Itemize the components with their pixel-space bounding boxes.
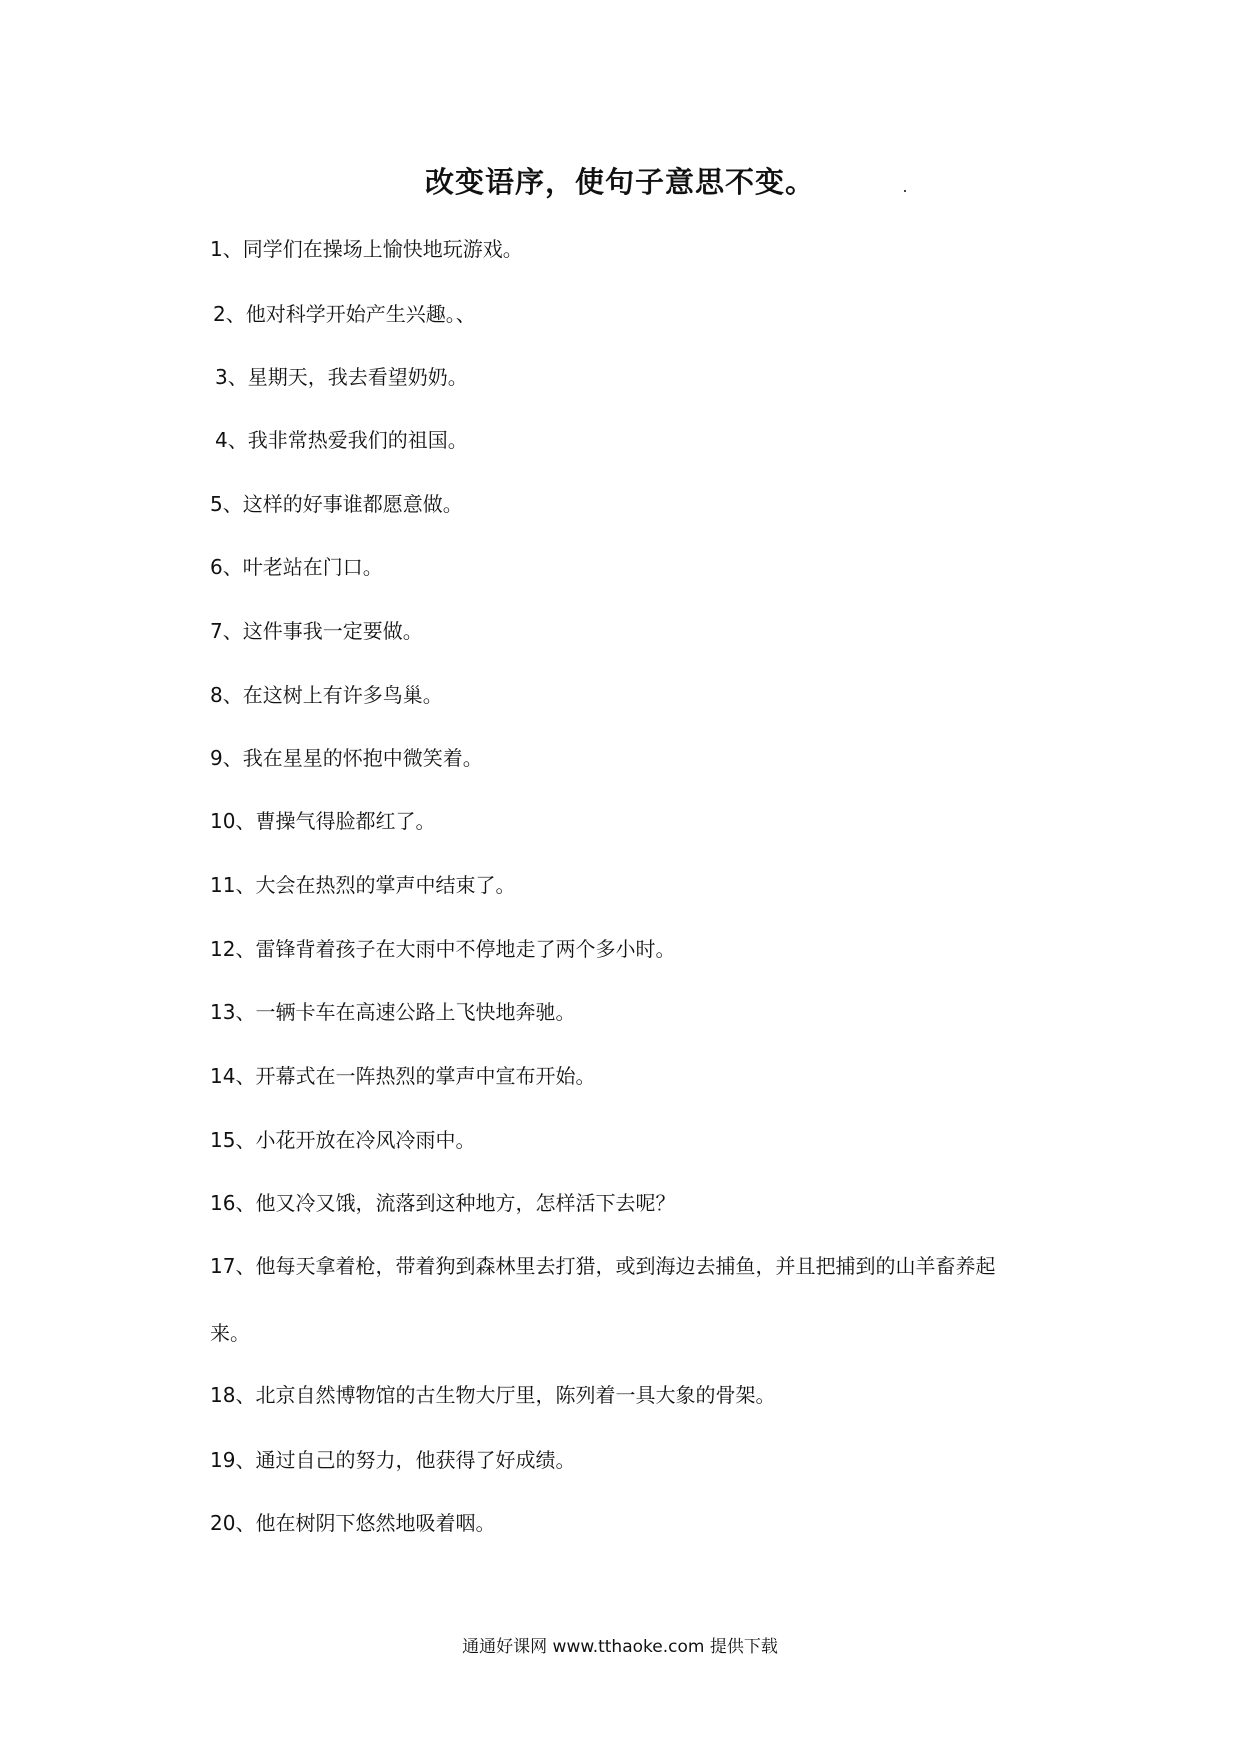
item-text: 雷锋背着孩子在大雨中不停地走了两个多小时。 [255, 937, 676, 961]
exercise-item [210, 1190, 675, 1216]
scan-speck [904, 190, 906, 192]
exercise-item [210, 999, 575, 1025]
exercise-item [213, 301, 476, 327]
item-text: 他在树阴下悠然地吸着咽。 [255, 1511, 496, 1535]
item-text: 星期天，我去看望奶奶。 [247, 365, 468, 389]
item-number: 4、 [215, 428, 248, 452]
item-text: 大会在热烈的掌声中结束了。 [255, 873, 516, 897]
item-text: 曹操气得脸都红了。 [255, 809, 436, 833]
item-number: 17、 [210, 1254, 256, 1278]
exercise-item [210, 236, 523, 262]
item-text: 他对科学开始产生兴趣。、 [245, 302, 476, 326]
item-number: 16、 [210, 1191, 256, 1215]
exercise-item [210, 1253, 995, 1279]
item-number: 11、 [210, 873, 256, 897]
exercise-item [210, 936, 675, 962]
item-text: 一辆卡车在高速公路上飞快地奔驰。 [255, 1000, 576, 1024]
item-number: 12、 [210, 937, 256, 961]
item-text: 北京自然博物馆的古生物大厅里，陈列着一具大象的骨架。 [255, 1383, 776, 1407]
item-number: 6、 [210, 555, 243, 579]
item-text: 这样的好事谁都愿意做。 [242, 492, 463, 516]
item-text: 叶老站在门口。 [242, 555, 383, 579]
exercise-item [210, 491, 463, 517]
item-text: 同学们在操场上愉快地玩游戏。 [242, 237, 523, 261]
item-number: 13、 [210, 1000, 256, 1024]
item-text: 通过自己的努力，他获得了好成绩。 [255, 1448, 576, 1472]
item-text: 他每天拿着枪，带着狗到森林里去打猎，或到海边去捕鱼，并且把捕到的山羊畜养起 [255, 1254, 996, 1278]
exercise-item [210, 1063, 595, 1089]
item-number: 14、 [210, 1064, 256, 1088]
item-number: 3、 [215, 365, 248, 389]
exercise-item [210, 1127, 475, 1153]
item-number: 15、 [210, 1128, 256, 1152]
item-text: 这件事我一定要做。 [242, 619, 423, 643]
item-number: 2、 [213, 302, 246, 326]
item-number: 8、 [210, 683, 243, 707]
footer-credit: 通通好课网 www.tthaoke.com 提供下载 [462, 1637, 778, 1657]
item-text: 我在星星的怀抱中微笑着。 [242, 746, 483, 770]
item-number: 9、 [210, 746, 243, 770]
item-number: 18、 [210, 1383, 256, 1407]
exercise-item [210, 1320, 250, 1346]
item-text: 来。 [210, 1321, 250, 1345]
exercise-item [210, 1510, 495, 1536]
item-number: 20、 [210, 1511, 256, 1535]
exercise-item [210, 618, 423, 644]
item-text: 小花开放在冷风冷雨中。 [255, 1128, 476, 1152]
exercise-item [210, 1447, 575, 1473]
item-text: 他又冷又饿，流落到这种地方，怎样活下去呢？ [255, 1191, 676, 1215]
item-number: 5、 [210, 492, 243, 516]
item-text: 在这树上有许多鸟巢。 [242, 683, 443, 707]
item-number: 1、 [210, 237, 243, 261]
exercise-item [215, 427, 468, 453]
item-text: 我非常热爱我们的祖国。 [247, 428, 468, 452]
page-title: 改变语序，使句子意思不变。 [424, 165, 815, 199]
exercise-item [210, 872, 515, 898]
exercise-item [210, 554, 383, 580]
exercise-item [210, 682, 443, 708]
exercise-item [210, 745, 483, 771]
exercise-item [210, 808, 435, 834]
item-number: 7、 [210, 619, 243, 643]
item-text: 开幕式在一阵热烈的掌声中宣布开始。 [255, 1064, 596, 1088]
item-number: 19、 [210, 1448, 256, 1472]
exercise-item [215, 364, 468, 390]
item-number: 10、 [210, 809, 256, 833]
exercise-item [210, 1382, 775, 1408]
